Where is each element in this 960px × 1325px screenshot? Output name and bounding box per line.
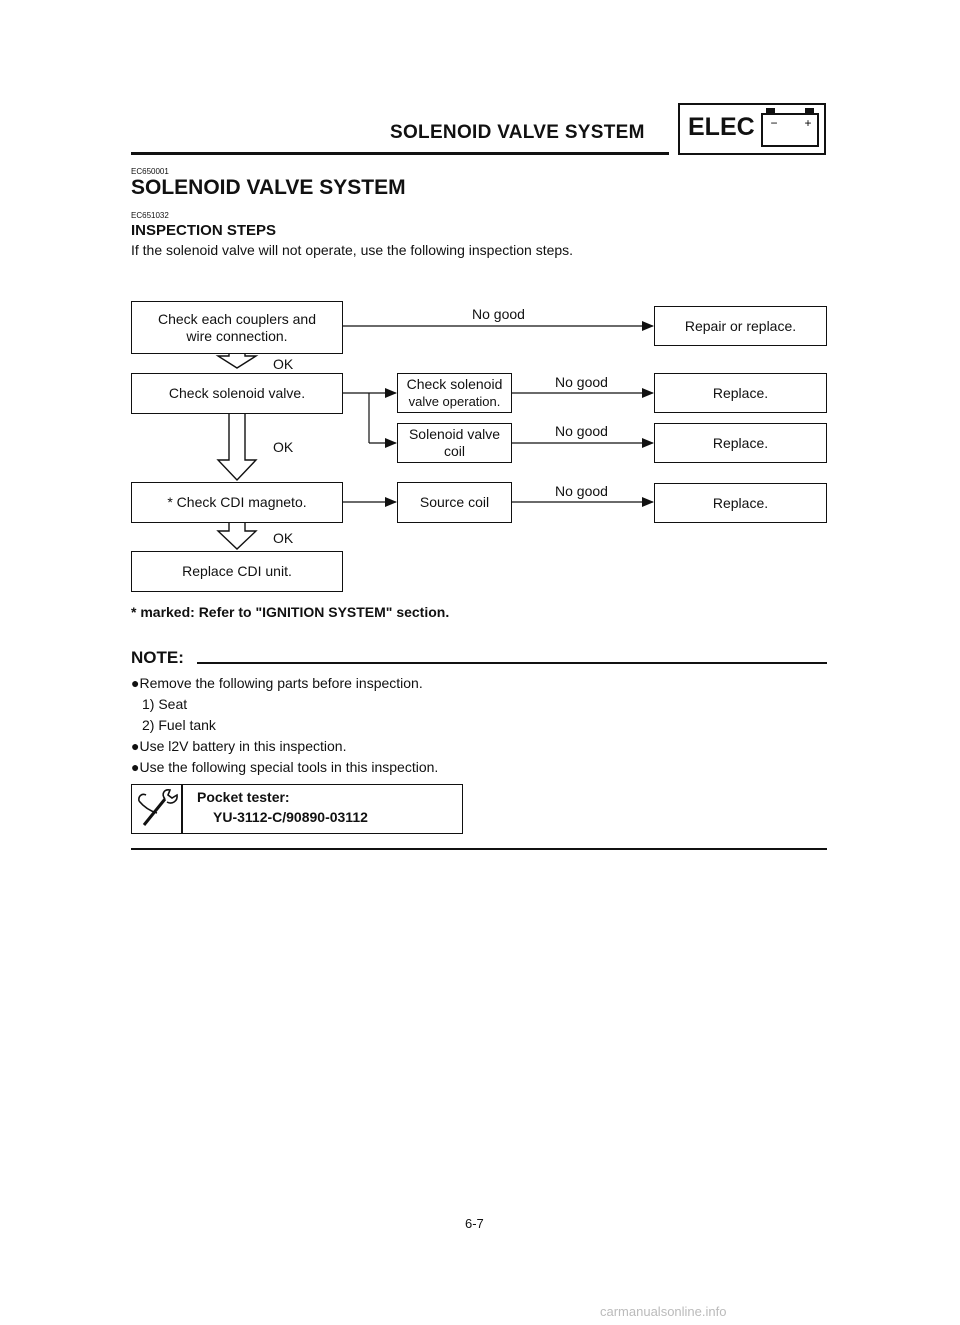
flow-result-replace-2: Replace. bbox=[654, 423, 827, 463]
battery-minus-sign: − bbox=[770, 116, 778, 130]
ok-label-2: OK bbox=[273, 439, 294, 455]
flow-step-check-solenoid: Check solenoid valve. bbox=[131, 373, 343, 414]
flow-sub-valve-coil-line2: coil bbox=[443, 443, 465, 459]
tool-label: Pocket tester: bbox=[197, 789, 290, 805]
flow-sub-valve-coil bbox=[397, 423, 512, 463]
flow-sub-valve-operation bbox=[397, 373, 512, 413]
note-item-4: ●Use l2V battery in this inspection. bbox=[131, 738, 347, 754]
flow-result-repair: Repair or replace. bbox=[654, 306, 827, 346]
no-good-label-4: No good bbox=[555, 483, 608, 499]
note-item-2: 1) Seat bbox=[142, 696, 188, 712]
bottom-rule bbox=[131, 848, 827, 850]
flow-step-check-cdi: * Check CDI magneto. bbox=[131, 482, 343, 523]
flow-step-replace-cdi: Replace CDI unit. bbox=[131, 551, 343, 592]
no-good-label-1: No good bbox=[472, 306, 525, 322]
header-title: SOLENOID VALVE SYSTEM bbox=[390, 122, 645, 143]
note-item-3: 2) Fuel tank bbox=[142, 717, 216, 733]
no-good-label-2: No good bbox=[555, 374, 608, 390]
subsection-code: EC651032 bbox=[131, 211, 169, 220]
flow-result-replace-3: Replace. bbox=[654, 483, 827, 523]
note-rule bbox=[197, 662, 827, 664]
tool-divider bbox=[181, 784, 183, 834]
flow-step-check-couplers-line2: wire connection. bbox=[186, 327, 288, 344]
note-label: NOTE: bbox=[131, 648, 184, 667]
elec-badge-label: ELEC bbox=[688, 113, 755, 141]
page-number: 6-7 bbox=[465, 1216, 484, 1231]
note-item-5: ●Use the following special tools in this inspection. bbox=[131, 759, 439, 775]
intro-text: If the solenoid valve will not operate, use the following inspection steps. bbox=[131, 242, 574, 258]
footnote: * marked: Refer to "IGNITION SYSTEM" section. bbox=[131, 604, 450, 620]
flow-sub-valve-operation-line1: Check solenoid bbox=[406, 376, 503, 392]
flow-sub-valve-operation-line2: valve operation. bbox=[408, 394, 501, 409]
section-code: EC650001 bbox=[131, 167, 169, 176]
subsection-title: INSPECTION STEPS bbox=[131, 222, 277, 239]
flow-step-check-couplers bbox=[131, 301, 343, 354]
battery-plus-sign: + bbox=[804, 116, 812, 130]
section-title: SOLENOID VALVE SYSTEM bbox=[131, 176, 406, 199]
flow-sub-valve-coil-line1: Solenoid valve bbox=[408, 426, 501, 442]
ok-label-1: OK bbox=[273, 356, 294, 372]
ok-label-3: OK bbox=[273, 530, 294, 546]
flow-step-check-couplers-line1: Check each couplers and bbox=[158, 310, 316, 327]
flow-sub-source-coil: Source coil bbox=[397, 482, 512, 523]
note-item-1: ●Remove the following parts before inspection. bbox=[131, 675, 423, 691]
wrench-icon bbox=[135, 787, 179, 831]
flow-result-replace-1: Replace. bbox=[654, 373, 827, 413]
tool-value: YU-3112-C/90890-03112 bbox=[213, 809, 368, 825]
no-good-label-3: No good bbox=[555, 423, 608, 439]
watermark: carmanualsonline.info bbox=[600, 1304, 727, 1319]
